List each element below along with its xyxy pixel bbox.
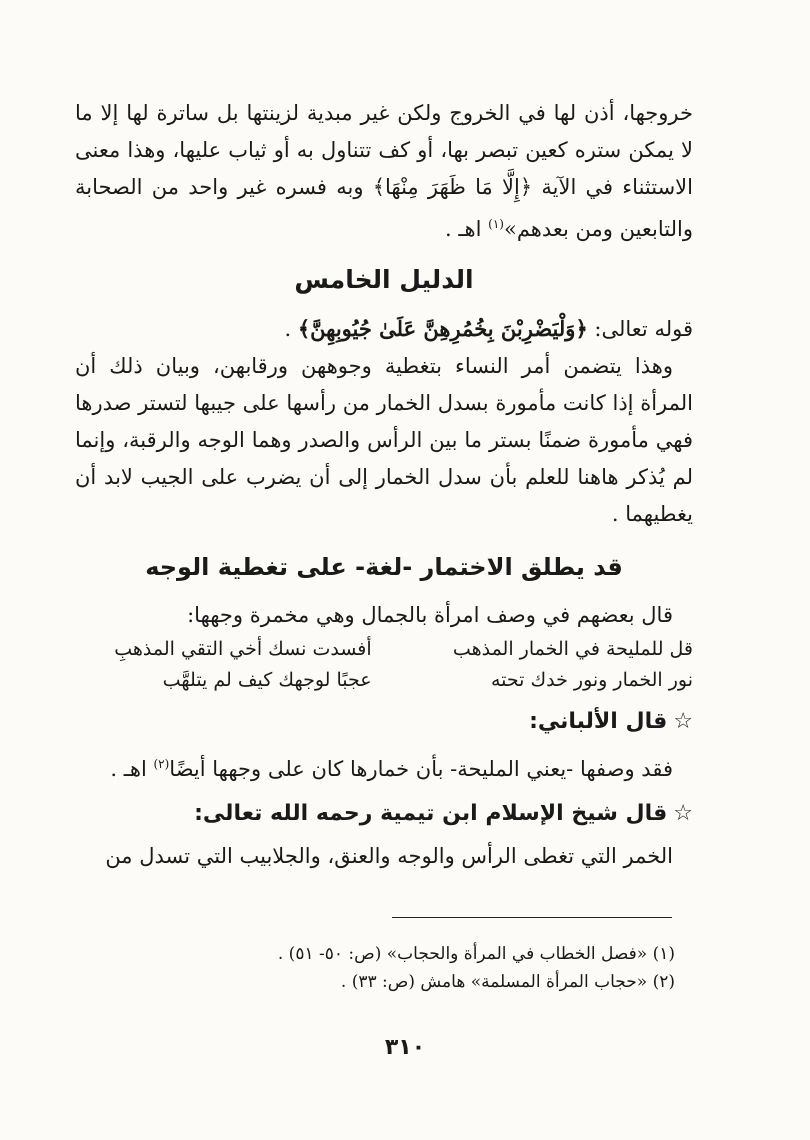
paragraph-2: وهذا يتضمن أمر النساء بتغطية وجوههن ورقابهن، وبيان ذلك أن المرأة إذا كانت مأمورة بسدل الخمار من رأسها على جيبها لتستر صدرها فهي مأمورة ضمنًا بستر ما بين الرأس والصدر وهما الوجه والرقبة، وإنما لم يُذكر هاهنا للعلم بأن سدل الخمار إلى أن يضرب على الجيب لابد أن يغطيهما . (75, 354, 693, 526)
verse-end: . (284, 317, 298, 341)
poem-verse-2 (75, 665, 693, 696)
star-icon: ☆ (673, 801, 693, 826)
paragraph-5: الخمر التي تغطى الرأس والوجه والعنق، والجلابيب التي تسدل من (105, 844, 673, 868)
subheading-albani-text: قال الألباني: (529, 709, 668, 734)
heading-veiling-language: قد يطلق الاختمار -لغة- على تغطية الوجه (145, 553, 623, 581)
p1-line-1: خروجها، أذن لها في الخروج ولكن غير مبدية لزينتها بل ساترة لها إلا ما (75, 101, 693, 125)
subheading-ibn-taymiyya (75, 794, 693, 834)
poem-hemistich: نور الخمار ونور خدك تحته (490, 669, 693, 691)
poem-hemistich: قل للمليحة في الخمار المذهب (452, 638, 693, 660)
star-icon: ☆ (673, 709, 693, 734)
poem (75, 634, 693, 696)
paragraph-4 (75, 746, 693, 788)
page-body (75, 95, 693, 875)
p4-end: اهـ . (110, 757, 154, 781)
footnote-1: (١) «فصل الخطاب في المرأة والحجاب» (ص: ٥٠- ٥١) . (277, 944, 675, 964)
p1-line-4: الصحابة والتابعين ومن بعدهم» (75, 175, 693, 241)
p1-line-2: لا يمكن ستره كعين تبصر بها، أو كف تتناول به أو ثياب عليها، وهذا (127, 138, 693, 162)
page-number: ٣١٠ (384, 1035, 426, 1060)
subheading-albani (75, 702, 693, 742)
p1-line-5: اهـ . (445, 217, 489, 241)
poem-hemistich: عجبًا لوجهك كيف لم يتلهَّب (162, 669, 372, 691)
paragraph-1 (75, 95, 693, 248)
p4-text: فقد وصفها -يعني المليحة- بأن خمارها كان على وجهها أيضًا (169, 757, 673, 781)
verse-intro: قوله تعالى: (587, 317, 693, 341)
poem-hemistich: أفسدت نسك أخي التقي المذهبِ (114, 638, 372, 660)
paragraph-3: قال بعضهم في وصف امرأة بالجمال وهي مخمرة وجهها: (187, 603, 673, 627)
footnote-ref-2[interactable]: (٢) (153, 757, 170, 771)
footnote-2: (٢) «حجاب المرأة المسلمة» هامش (ص: ٣٣) . (340, 972, 675, 992)
quran-verse: ﴿وَلْيَضْرِبْنَ بِخُمُرِهِنَّ عَلَىٰ جُيُوبِهِنَّ﴾ (297, 316, 588, 341)
poem-verse-1 (75, 634, 693, 665)
verse-line (75, 310, 693, 348)
footnotes (75, 940, 675, 996)
subheading-ibn-taymiyya-text: قال شيخ الإسلام ابن تيمية رحمه الله تعالى: (194, 801, 668, 826)
heading-fifth-evidence: الدليل الخامس (294, 265, 474, 294)
footnote-ref-1[interactable]: (١) (488, 217, 504, 231)
footnote-separator (392, 917, 672, 918)
p1-line-3: معنى الاستثناء في الآية ﴿إِلَّا مَا ظَهَرَ مِنْهَا﴾ وبه فسره غير واحد من (75, 138, 693, 199)
